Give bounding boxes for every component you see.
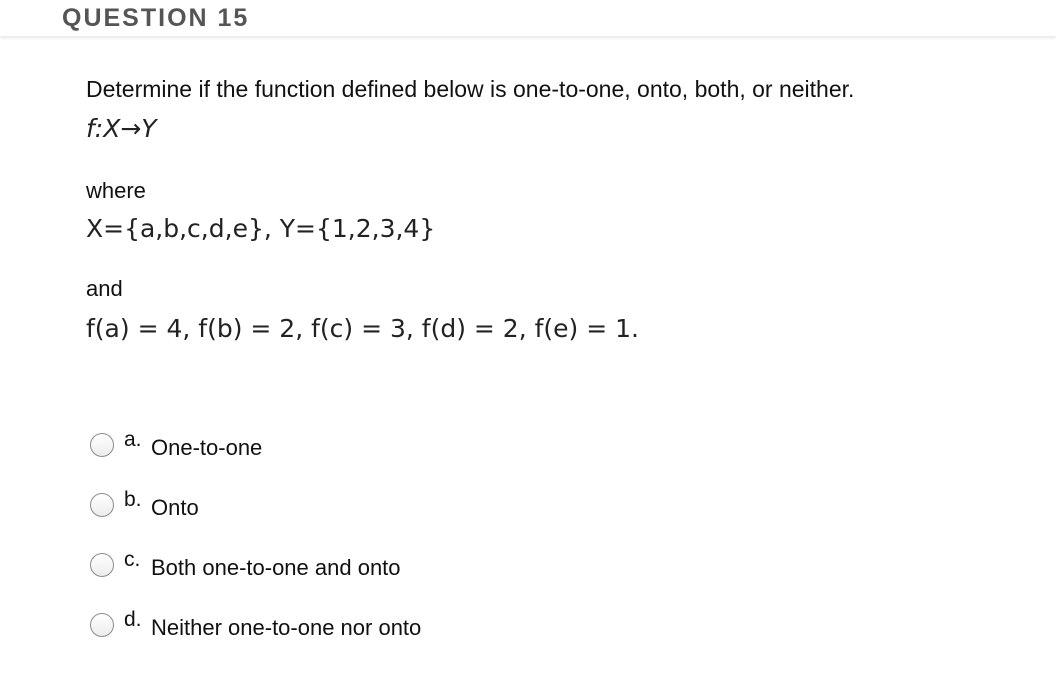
- option-text[interactable]: One-to-one: [151, 435, 263, 460]
- and-label: and: [86, 276, 123, 301]
- where-label: where: [86, 178, 146, 203]
- function-definition: f:X→Y: [86, 114, 157, 143]
- option-letter: d.: [124, 608, 142, 631]
- answer-option-d[interactable]: [90, 608, 510, 640]
- option-text[interactable]: Neither one-to-one nor onto: [151, 615, 422, 640]
- radio-button-d[interactable]: [90, 613, 114, 637]
- option-text[interactable]: Onto: [151, 495, 199, 520]
- question-header-bar: [0, 0, 1056, 36]
- answer-option-a[interactable]: [90, 428, 510, 460]
- option-letter: c.: [124, 548, 141, 571]
- option-text[interactable]: Both one-to-one and onto: [151, 555, 401, 580]
- radio-button-c[interactable]: [90, 553, 114, 577]
- answer-option-c[interactable]: [90, 548, 510, 580]
- question-prompt: Determine if the function defined below is one-to-one, onto, both, or neither.: [86, 76, 855, 102]
- answer-option-b[interactable]: [90, 488, 510, 520]
- option-letter: a.: [124, 428, 142, 451]
- function-mapping: f(a) = 4, f(b) = 2, f(c) = 3, f(d) = 2, f(e) = 1.: [86, 314, 639, 343]
- option-letter: b.: [124, 488, 142, 511]
- question-title: QUESTION 15: [62, 4, 250, 32]
- radio-button-b[interactable]: [90, 493, 114, 517]
- set-definitions: X={a,b,c,d,e}, Y={1,2,3,4}: [86, 214, 436, 243]
- radio-button-a[interactable]: [90, 433, 114, 457]
